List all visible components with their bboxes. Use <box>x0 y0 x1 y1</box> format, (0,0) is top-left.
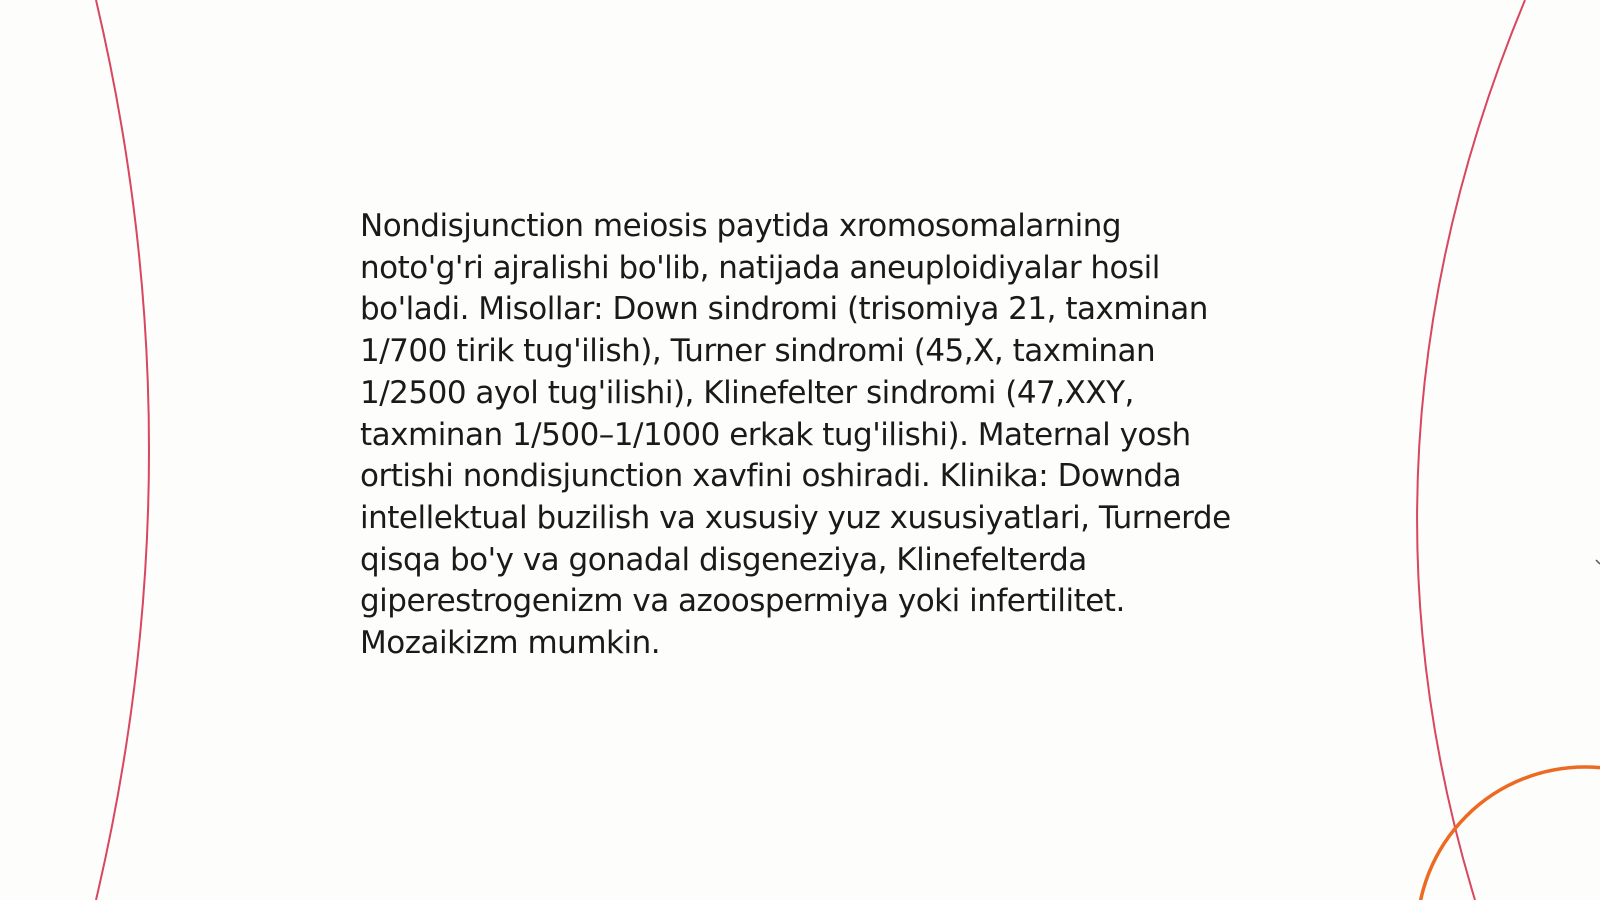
body-text: Nondisjunction meiosis paytida xromosomalarning noto'g'ri ajralishi bo'lib, natijada aneuploidiyalar hosil bo'ladi. Misollar: Down sindromi (trisomiya 21, taxminan 1/700 tirik tug'ilish), Turner sindromi (45,X, taxminan 1/2500 ayol tug'ilishi), Klinefelter sindromi (47,XXY, taxminan 1/500–1/1000 erkak tug'ilishi). Maternal yosh ortishi nondisjunction xavfini oshiradi. Klinika: Downda intellektual buzilish va xususiy yuz xususiyatlari, Turnerde qisqa bo'y va gonadal disgeneziya, Klinefelterda giperestrogenizm va azoospermiya yoki infertilitet. Mozaikizm mumkin. <box>360 208 1231 662</box>
right-edge-tick <box>1596 560 1600 564</box>
left-red-arc <box>96 0 149 900</box>
right-red-arc <box>1417 0 1525 900</box>
orange-circle-arc <box>1417 767 1600 900</box>
